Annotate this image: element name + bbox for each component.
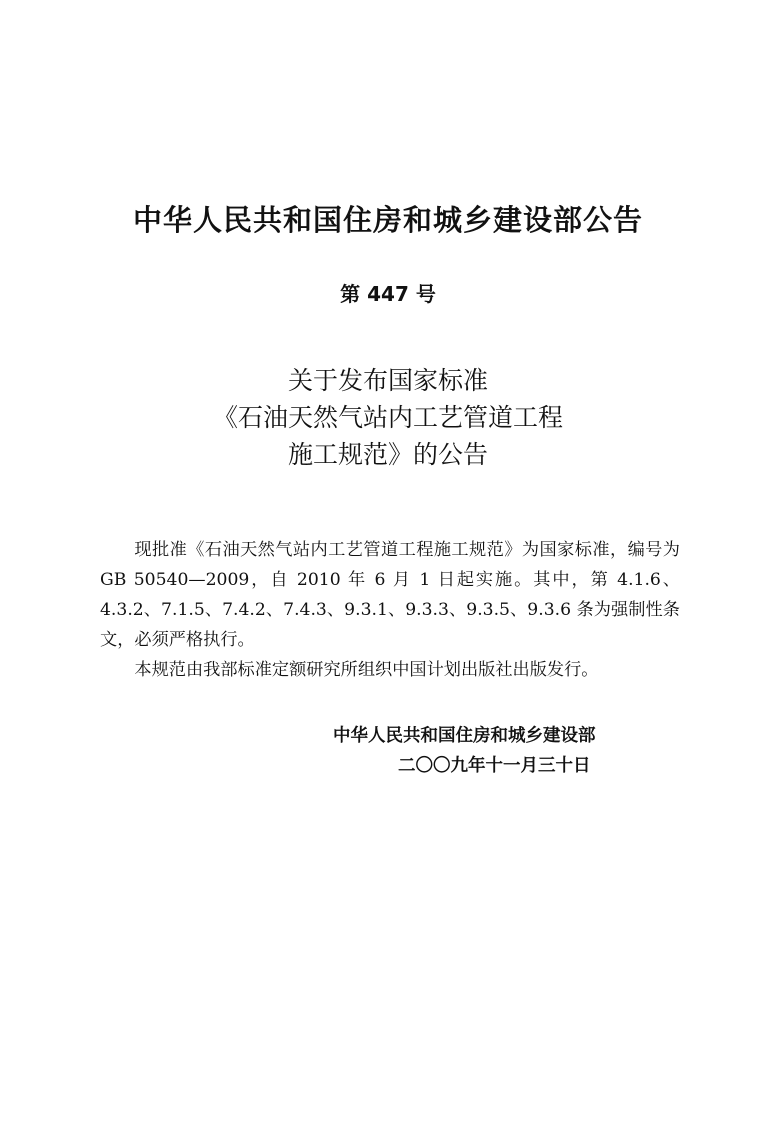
subtitle-line: 关于发布国家标准 — [287, 366, 488, 395]
subtitle-line: 施工规范》的公告 — [287, 440, 488, 469]
notice-body — [100, 535, 680, 685]
notice-number: 第 447 号 — [340, 282, 436, 306]
notice-subtitle — [0, 362, 776, 473]
body-paragraph: 现批准《石油天然气站内工艺管道工程施工规范》为国家标准，编号为 GB 50540—2009，自 2010 年 6 月 1 日起实施。其中，第 4.1.6、4.3.2、7.1.5、7.4.2、7.4.3、9.3.1、9.3.3、9.3.5、9.3.6 条为强制性条文，必须严格执行。 — [100, 540, 680, 650]
notice-heading: 中华人民共和国住房和城乡建设部公告 — [132, 203, 643, 237]
signature-organization: 中华人民共和国住房和城乡建设部 — [333, 726, 596, 746]
subtitle-line: 《石油天然气站内工艺管道工程 — [212, 403, 563, 432]
body-paragraph: 本规范由我部标准定额研究所组织中国计划出版社出版发行。 — [134, 660, 599, 680]
signature-date: 二〇〇九年十一月三十日 — [398, 756, 591, 776]
